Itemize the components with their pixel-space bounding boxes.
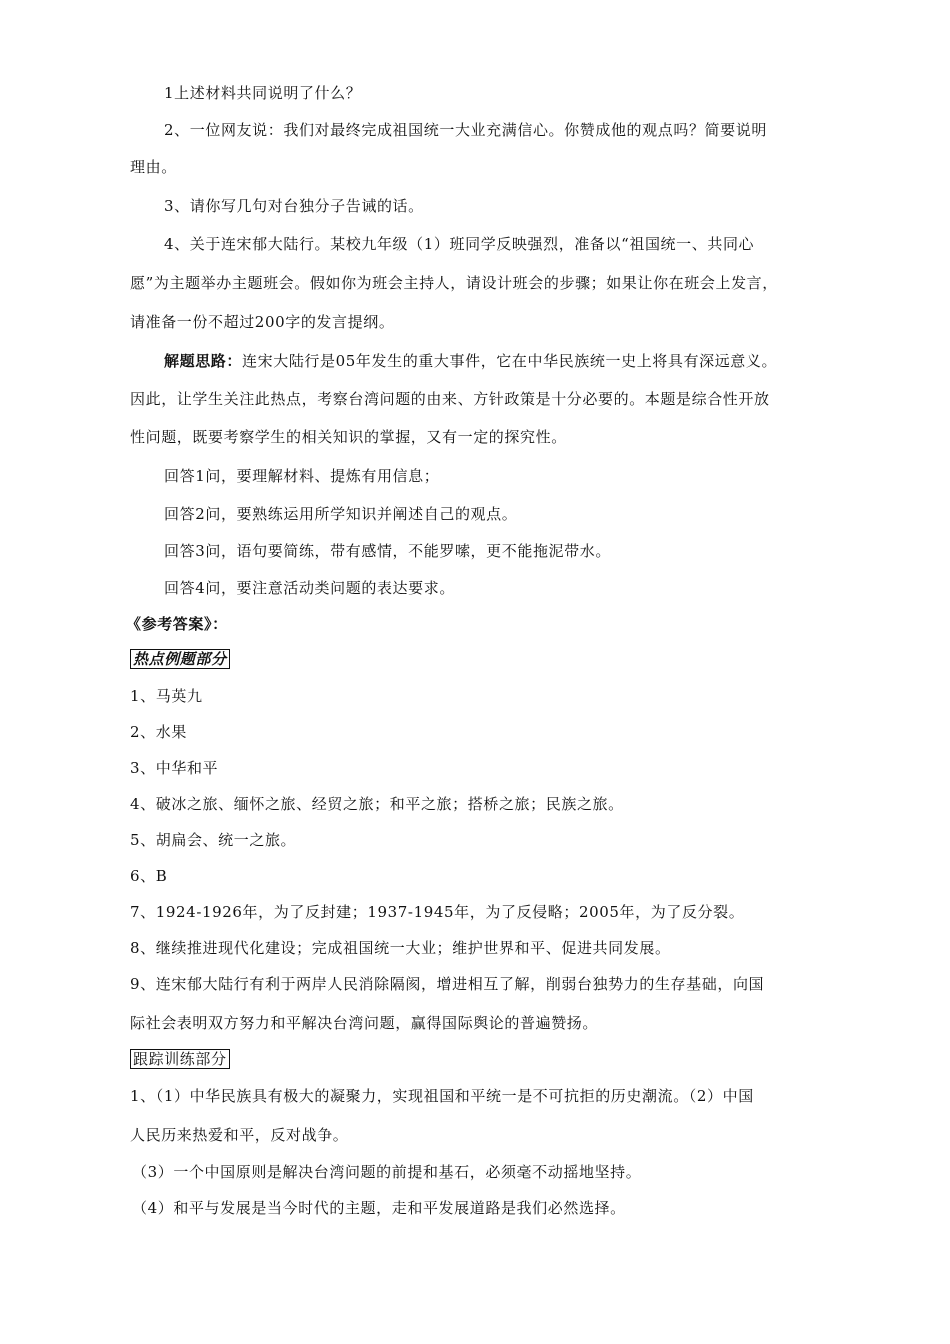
hot-answer-9-line-1: 9、连宋郁大陆行有利于两岸人民消除隔阂，增进相互了解，削弱台独势力的生存基础，向国 (130, 975, 765, 993)
answer-tip-4: 回答4问，要注意活动类问题的表达要求。 (164, 579, 455, 597)
question-4-line-3: 请准备一份不超过200字的发言提纲。 (130, 313, 395, 331)
answer-tip-2: 回答2问，要熟练运用所学知识并阐述自己的观点。 (164, 505, 518, 523)
section-tracking-title (130, 1050, 230, 1068)
question-4-line-2: 愿”为主题举办主题班会。假如你为班会主持人，请设计班会的步骤；如果让你在班会上发言， (130, 274, 778, 292)
hot-answer-4: 4、破冰之旅、缅怀之旅、经贸之旅；和平之旅；搭桥之旅；民族之旅。 (130, 795, 624, 813)
hot-answer-1: 1、马英九 (130, 687, 203, 705)
tracking-answer-1-line-1: 1、（1）中华民族具有极大的凝聚力，实现祖国和平统一是不可抗拒的历史潮流。（2）中国 (130, 1087, 754, 1105)
hot-answer-8: 8、继续推进现代化建设；完成祖国统一大业；维护世界和平、促进共同发展。 (130, 939, 671, 957)
tracking-answer-1-line-3: （3）一个中国原则是解决台湾问题的前提和基石，必须毫不动摇地坚持。 (132, 1163, 642, 1181)
question-3: 3、请你写几句对台独分子告诫的话。 (164, 197, 424, 215)
hot-answer-7: 7、1924-1926年，为了反封建；1937-1945年，为了反侵略；2005年，为了反分裂。 (130, 903, 745, 921)
tracking-answer-1-line-2: 人民历来热爱和平，反对战争。 (130, 1126, 349, 1144)
hot-answer-2: 2、水果 (130, 723, 187, 741)
section-hot-examples-title (130, 650, 230, 668)
hot-answer-9-line-2: 际社会表明双方努力和平解决台湾问题，赢得国际舆论的普遍赞扬。 (130, 1014, 599, 1032)
section-tracking-label: 跟踪训练部分 (130, 1049, 230, 1069)
question-2-line-1: 2、一位网友说：我们对最终完成祖国统一大业充满信心。你赞成他的观点吗？简要说明 (164, 121, 767, 139)
analysis-text-1: 连宋大陆行是05年发生的重大事件，它在中华民族统一史上将具有深远意义。 (242, 352, 778, 370)
answer-tip-3: 回答3问，语句要简练，带有感情，不能罗嗦，更不能拖泥带水。 (164, 542, 611, 560)
hot-answer-3: 3、中华和平 (130, 759, 219, 777)
analysis-label: 解题思路： (164, 352, 243, 370)
analysis-line-1 (164, 352, 777, 370)
question-4-line-1: 4、关于连宋郁大陆行。某校九年级（1）班同学反映强烈，准备以“祖国统一、共同心 (164, 235, 755, 253)
question-1: 1上述材料共同说明了什么？ (164, 84, 362, 102)
section-hot-examples-label: 热点例题部分 (130, 649, 230, 669)
analysis-line-2: 因此，让学生关注此热点，考察台湾问题的由来、方针政策是十分必要的。本题是综合性开放 (130, 390, 770, 408)
hot-answer-6: 6、B (130, 867, 168, 885)
tracking-answer-1-line-4: （4）和平与发展是当今时代的主题，走和平发展道路是我们必然选择。 (132, 1199, 626, 1217)
analysis-line-3: 性问题，既要考察学生的相关知识的掌握，又有一定的探究性。 (130, 428, 567, 446)
reference-answers-heading: 《参考答案》： (126, 615, 228, 633)
question-2-line-2: 理由。 (130, 158, 177, 176)
answer-tip-1: 回答1问，要理解材料、提炼有用信息； (164, 467, 440, 485)
hot-answer-5: 5、胡扁会、统一之旅。 (130, 831, 297, 849)
